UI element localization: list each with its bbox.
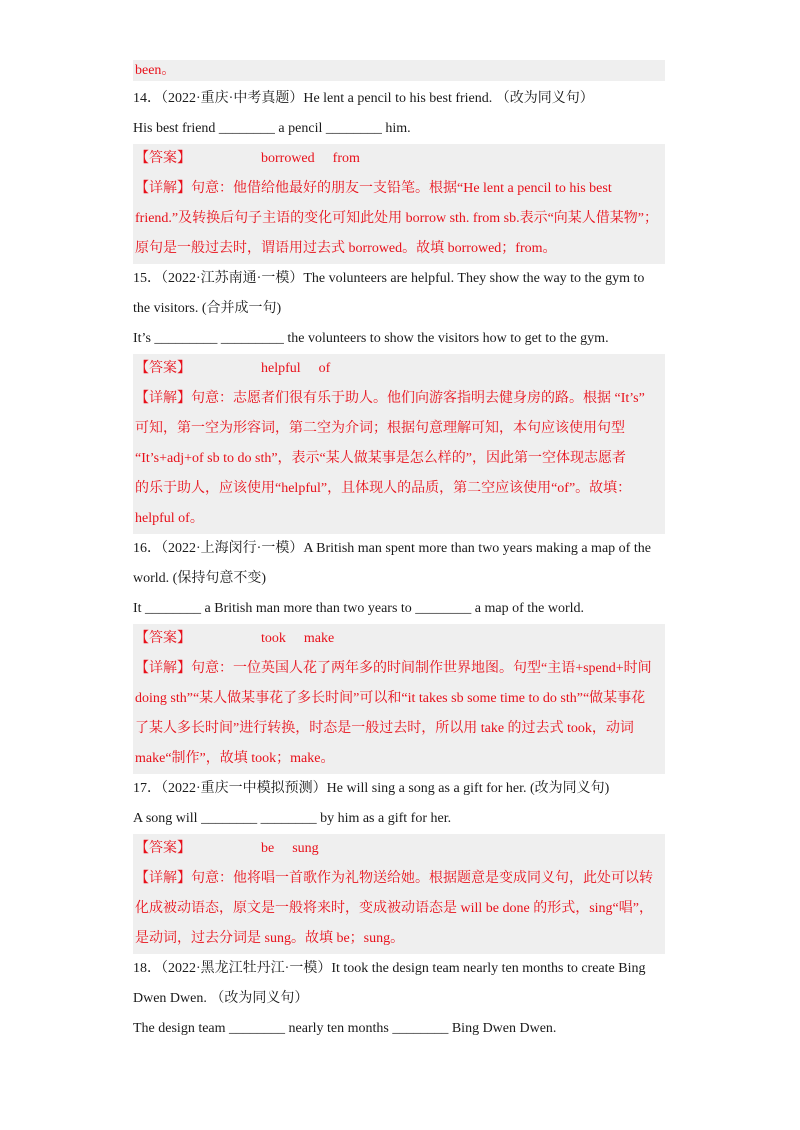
explanation-line: 【详解】句意：他借给他最好的朋友一支铅笔。根据“He lent a pencil to his best	[133, 174, 665, 204]
explanation-line: 原句是一般过去时，谓语用过去式 borrowed。故填 borrowed；from。	[133, 234, 665, 264]
question-15	[133, 264, 665, 534]
question-stem	[133, 954, 665, 984]
previous-answer-fragment: been。	[133, 60, 665, 81]
question-number: 17．	[133, 781, 161, 796]
explanation-line: 了某人多长时间”进行转换，时态是一般过去时，所以用 take 的过去式 took，动词	[133, 714, 665, 744]
answer-1: be	[261, 841, 275, 856]
explanation-line: helpful of。	[133, 504, 665, 534]
question-text-continued: world. (保持句意不变)	[133, 571, 266, 586]
question-16	[133, 534, 665, 774]
question-text-continued: Dwen Dwen. （改为同义句）	[133, 991, 309, 1006]
explanation-line: 化成被动语态，原文是一般将来时，变成被动语态是 will be done 的形式，sing“唱”，	[133, 894, 665, 924]
fill-in-line: A song will ________ ________ by him as a gift for her.	[133, 811, 452, 826]
question-source: （2022·上海闵行·一模）	[161, 541, 304, 556]
question-text-continued: the visitors. (合并成一句)	[133, 301, 282, 316]
explanation-line: 【详解】句意：志愿者们很有乐于助人。他们向游客指明去健身房的路。根据 “It’s”	[133, 384, 665, 414]
answer-1: helpful	[261, 361, 301, 376]
question-text: He lent a pencil to his best friend. （改为同义句）	[303, 91, 594, 106]
explanation-line: “It’s+adj+of sb to do sth”，表示“某人做某事是怎么样的”，因此第一空体现志愿者	[133, 444, 665, 474]
question-18	[133, 954, 665, 1044]
question-text: He will sing a song as a gift for her. (改为同义句)	[326, 781, 610, 796]
document-page	[133, 60, 665, 1044]
explanation-line: 【详解】句意：一位英国人花了两年多的时间制作世界地图。句型“主语+spend+时间	[133, 654, 665, 684]
question-number: 15．	[133, 271, 161, 286]
answer-tag: 【答案】	[135, 151, 191, 166]
answer-2: from	[332, 151, 360, 166]
question-stem	[133, 534, 665, 564]
question-text: A British man spent more than two years making a map of the	[303, 541, 651, 556]
question-number: 16．	[133, 541, 161, 556]
fill-in-line: It’s _________ _________ the volunteers to show the visitors how to get to the gym.	[133, 331, 609, 346]
question-source: （2022·重庆一中模拟预测）	[161, 781, 327, 796]
answer-line	[133, 834, 665, 864]
question-number: 18．	[133, 961, 161, 976]
explanation-line: friend.”及转换后句子主语的变化可知此处用 borrow sth. from sb.表示“向某人借某物”；	[133, 204, 665, 234]
fill-in-line: His best friend ________ a pencil ________ him.	[133, 121, 411, 136]
fill-in-line: It ________ a British man more than two years to ________ a map of the world.	[133, 601, 585, 616]
question-source: （2022·重庆·中考真题）	[161, 91, 304, 106]
explanation-line: 【详解】句意：他将唱一首歌作为礼物送给她。根据题意是变成同义句，此处可以转	[133, 864, 665, 894]
answer-tag: 【答案】	[135, 841, 191, 856]
explanation-line: make“制作”，故填 took；make。	[133, 744, 665, 774]
question-source: （2022·黑龙江牡丹江·一模）	[161, 961, 332, 976]
answer-2: sung	[292, 841, 319, 856]
answer-tag: 【答案】	[135, 631, 191, 646]
answer-1: took	[261, 631, 286, 646]
answer-line	[133, 144, 665, 174]
explanation-line: 可知，第一空为形容词，第二空为介词；根据句意理解可知，本句应该使用句型	[133, 414, 665, 444]
explanation-line: doing sth”“某人做某事花了多长时间”可以和“it takes sb some time to do sth”“做某事花	[133, 684, 665, 714]
answer-line	[133, 624, 665, 654]
explanation-line: 是动词，过去分词是 sung。故填 be；sung。	[133, 924, 665, 954]
question-stem	[133, 264, 665, 294]
question-text: The volunteers are helpful. They show the way to the gym to	[303, 271, 645, 286]
question-stem	[133, 84, 665, 114]
question-stem	[133, 774, 665, 804]
question-number: 14．	[133, 91, 161, 106]
explanation-line: 的乐于助人，应该使用“helpful”，且体现人的品质，第二空应该使用“of”。故填：	[133, 474, 665, 504]
fill-in-line: The design team ________ nearly ten months ________ Bing Dwen Dwen.	[133, 1021, 557, 1036]
answer-1: borrowed	[261, 151, 315, 166]
answer-2: of	[318, 361, 331, 376]
answer-2: make	[303, 631, 335, 646]
answer-tag: 【答案】	[135, 361, 191, 376]
question-17	[133, 774, 665, 954]
question-source: （2022·江苏南通·一模）	[161, 271, 304, 286]
answer-line	[133, 354, 665, 384]
question-text: It took the design team nearly ten months to create Bing	[331, 961, 646, 976]
question-14	[133, 84, 665, 264]
